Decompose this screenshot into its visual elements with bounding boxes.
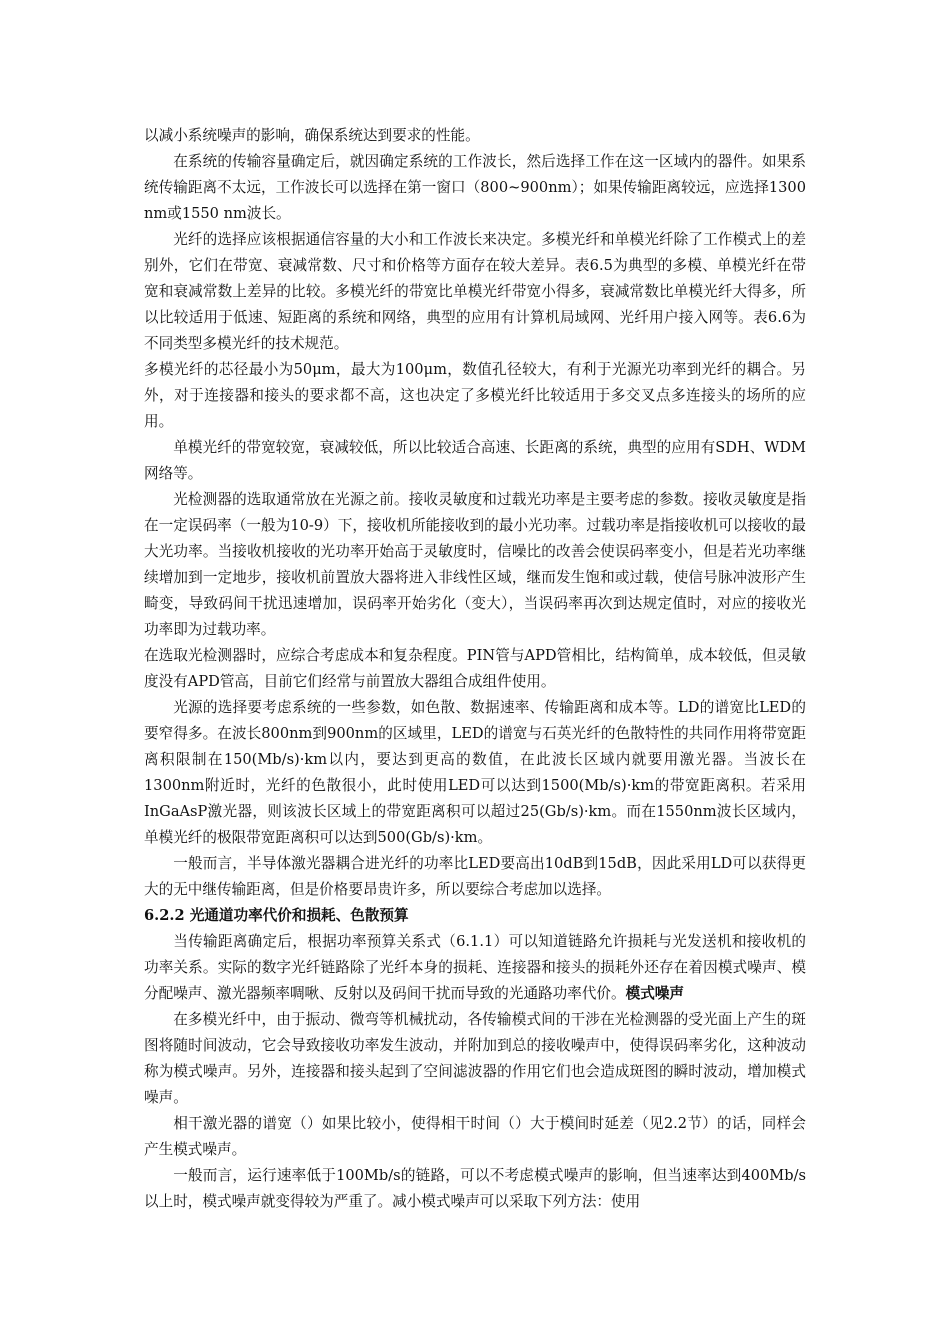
- document-page: [144, 123, 806, 1215]
- paragraph-2: 在系统的传输容量确定后，就因确定系统的工作波长，然后选择工作在这一区域内的器件。如果系统传输距离不太远，工作波长可以选择在第一窗口（800~900nm）；如果传输距离较远，应选择1300 nm或1550 nm波长。: [144, 153, 806, 222]
- paragraph-5: 单模光纤的带宽较宽，衰减较低，所以比较适合高速、长距离的系统，典型的应用有SDH、WDM网络等。: [144, 439, 806, 482]
- section-paragraph-text: 当传输距离确定后，根据功率预算关系式（6.1.1）可以知道链路允许损耗与光发送机和接收机的功率关系。实际的数字光纤链路除了光纤本身的损耗、连接器和接头的损耗外还存在着因模式噪声、模分配噪声、激光器频率啁啾、反射以及码间干扰而导致的光通路功率代价。: [144, 933, 806, 1002]
- paragraph-6: 光检测器的选取通常放在光源之前。接收灵敏度和过载光功率是主要考虑的参数。接收灵敏度是指在一定误码率（一般为10-9）下，接收机所能接收到的最小光功率。过载功率是指接收机可以接收的最大光功率。当接收机接收的光功率开始高于灵敏度时，信噪比的改善会使误码率变小，但是若光功率继续增加到一定地步，接收机前置放大器将进入非线性区域，继而发生饱和或过载，使信号脉冲波形产生畸变，导致码间干扰迅速增加，误码率开始劣化（变大），当误码率再次到达规定值时，对应的接收光功率即为过载功率。: [144, 491, 806, 638]
- paragraph-7: 在选取光检测器时，应综合考虑成本和复杂程度。PIN管与APD管相比，结构简单，成本较低，但灵敏度没有APD管高，目前它们经常与前置放大器组合成组件使用。: [144, 647, 806, 690]
- paragraph-11: 相干激光器的谱宽（）如果比较小，使得相干时间（）大于模间时延差（见2.2节）的话，同样会产生模式噪声。: [144, 1115, 806, 1158]
- paragraph-4: 多模光纤的芯径最小为50μm，最大为100μm，数值孔径较大，有利于光源光功率到光纤的耦合。另外，对于连接器和接头的要求都不高，这也决定了多模光纤比较适用于多交叉点多连接头的场所的应用。: [144, 361, 806, 430]
- paragraph-10: 在多模光纤中，由于振动、微弯等机械扰动，各传输模式间的干涉在光检测器的受光面上产生的斑图将随时间波动，它会导致接收功率发生波动，并附加到总的接收噪声中，使得误码率劣化，这种波动称为模式噪声。另外，连接器和接头起到了空间滤波器的作用它们也会造成斑图的瞬时波动，增加模式噪声。: [144, 1011, 806, 1106]
- paragraph-9: 一般而言，半导体激光器耦合进光纤的功率比LED要高出10dB到15dB，因此采用LD可以获得更大的无中继传输距离，但是价格要昂贵许多，所以要综合考虑加以选择。: [144, 855, 806, 898]
- section-heading: 6.2.2 光通道功率代价和损耗、色散预算: [144, 907, 409, 924]
- section-paragraph: [144, 929, 806, 1007]
- paragraph-8: 光源的选择要考虑系统的一些参数，如色散、数据速率、传输距离和成本等。LD的谱宽比LED的要窄得多。在波长800nm到900nm的区域里，LED的谱宽与石英光纤的色散特性的共同作用将带宽距离积限制在150(Mb/s)·km以内，要达到更高的数值，在此波长区域内就要用激光器。当波长在1300nm附近时，光纤的色散很小，此时使用LED可以达到1500(Mb/s)·km的带宽距离积。若采用InGaAsP激光器，则该波长区域上的带宽距离积可以超过25(Gb/s)·km。而在1550nm波长区域内，单模光纤的极限带宽距离积可以达到500(Gb/s)·km。: [144, 699, 806, 846]
- subheading-mode-noise: 模式噪声: [625, 985, 684, 1002]
- paragraph-3: 光纤的选择应该根据通信容量的大小和工作波长来决定。多模光纤和单模光纤除了工作模式上的差别外，它们在带宽、衰减常数、尺寸和价格等方面存在较大差异。表6.5为典型的多模、单模光纤在带宽和衰减常数上差异的比较。多模光纤的带宽比单模光纤带宽小得多，衰减常数比单模光纤大得多，所以比较适用于低速、短距离的系统和网络，典型的应用有计算机局域网、光纤用户接入网等。表6.6为不同类型多模光纤的技术规范。: [144, 231, 806, 352]
- paragraph-1: 以减小系统噪声的影响，确保系统达到要求的性能。: [144, 127, 480, 144]
- paragraph-12: 一般而言，运行速率低于100Mb/s的链路，可以不考虑模式噪声的影响，但当速率达到400Mb/s以上时，模式噪声就变得较为严重了。减小模式噪声可以采取下列方法：使用: [144, 1167, 806, 1210]
